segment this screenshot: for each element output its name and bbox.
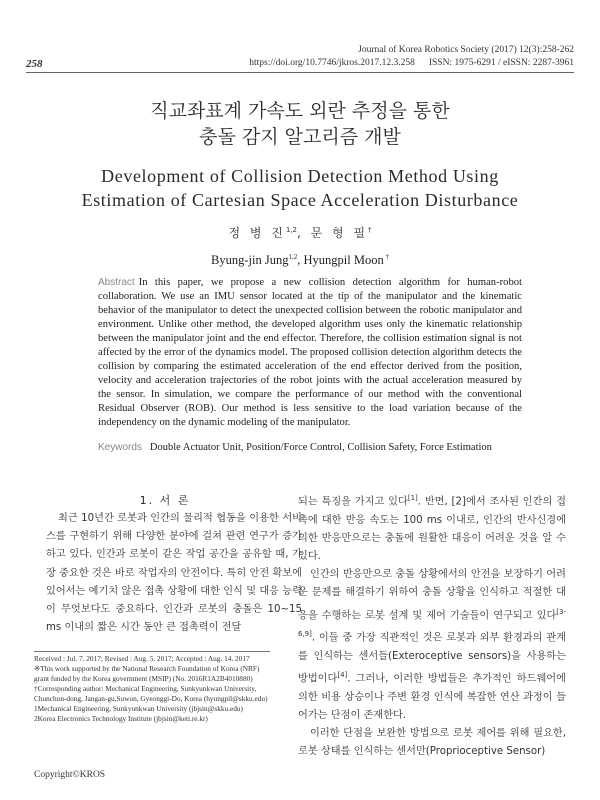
footnote-affil-2: 2Korea Electronics Technology Institute (jbjsin@keti.re.kr) — [34, 714, 208, 723]
korean-author-a-affil: 1,2 — [285, 226, 297, 234]
right-column — [298, 489, 566, 761]
header-rule — [26, 72, 574, 73]
para3-text-a: 인간의 반응만으로 충돌 상황에서의 안전을 보장하기 어려운 문제를 해결하기 위하여 충돌 상황을 인식하고 적절한 대응을 수행하는 로봇 설계 및 제어 기술들이 연구되고 있다 — [298, 569, 566, 621]
korean-title-line2: 충돌 감지 알고리즘 개발 — [199, 126, 401, 148]
copyright: Copyright©KROS — [34, 770, 106, 780]
footnote-corresponding: †Corresponding author: Mechanical Engineering, Sunkyunkwan University, — [34, 684, 257, 693]
left-column — [46, 510, 302, 637]
english-author-sep: , — [297, 253, 304, 268]
footnote-funding-cont: grant funded by the Korea government (MSIP) (No. 2016R1A2B4010880) — [34, 674, 253, 683]
doi-line — [249, 57, 574, 70]
keywords-label: Keywords — [98, 442, 142, 453]
korean-author-b-affil: † — [368, 226, 372, 234]
footnote-corresponding-cont: Chunchun-dong, Jangan-gu,Suwon, Gyeonggi-Do, Korea (hyungpil@skku.edu) — [34, 694, 268, 703]
english-authors — [0, 253, 600, 268]
citation-ref: [1] — [407, 494, 418, 502]
korean-authors — [0, 224, 600, 241]
footnote-funding: ※This work supported by the National Research Foundation of Korea (NRF) — [34, 664, 260, 673]
para3-text-c: . 그러나, 이러한 방법들은 추가적인 하드웨어에 의한 비용 상승이나 주변 환경 인식에 복잡한 연산 과정이 들어가는 단점이 존재한다. — [298, 673, 566, 721]
korean-author-sep: , — [297, 226, 311, 240]
english-title-line1: Development of Collision Detection Method Using — [101, 166, 499, 186]
intro-paragraph-2 — [298, 489, 566, 566]
footnote-affil-1: 1Mechanical Engineering, Sunkyunkwan University (jbjsin@skku.edu) — [34, 704, 243, 713]
footnote-received: Received : Jul. 7. 2017; Revised : Aug. 5. 2017; Accepted : Aug. 14. 2017 — [34, 654, 250, 663]
abstract-text: In this paper, we propose a new collision detection algorithm for human-robot collaboration. We use an IMU sensor located at the tip of the manipulator and the kinematic behavior of the manipulator to detect the unexpected collision between the robotic manipulator and environment. Unlike other method, the developed algorithm uses only the kinematic relationship between the manipulator joint and the end effector. Therefore, the collision estimation signal is not affected by the error of the dynamics model. The proposed collision detection algorithm detects the collision by comparing the estimated acceleration of the end effector derived from the position, velocity and acceleration trajectories of the robot joints with the actual acceleration measured by the sensor. In simulation, we compare the performance of our method with the conventional Residual Observer (ROB). Our method is less sensitive to the load variation because of the independency on the dynamic modeling of the manipulator. — [98, 277, 522, 428]
english-author-a-affil: 1,2 — [288, 253, 298, 261]
journal-info — [249, 44, 574, 70]
citation-ref: [4] — [337, 671, 348, 679]
issn-text: ISSN: 1975-6291 / eISSN: 2287-3961 — [428, 58, 574, 68]
para3-text-b: . 이들 중 가장 직관적인 것은 로봇과 외부 환경과의 관계를 인식하는 센서들(Exteroceptive sensors)을 사용하는 방법이다 — [298, 632, 566, 685]
para2-text-a: 되는 특징을 가지고 있다 — [298, 496, 408, 508]
intro-paragraph-4: 이러한 단점을 보완한 방법으로 로봇 제어를 위해 필요한, 로봇 상태를 인식하는 센서만(Proprioceptive Sensor) — [298, 728, 566, 758]
english-title-line2: Estimation of Cartesian Space Acceleration Disturbance — [81, 190, 519, 210]
footnotes — [34, 654, 274, 724]
abstract — [98, 276, 522, 430]
intro-paragraph-3 — [298, 566, 566, 725]
english-title — [0, 164, 600, 212]
korean-author-b: 문 형 필 — [310, 226, 369, 240]
section-heading: 1. 서 론 — [139, 494, 191, 507]
keywords — [98, 442, 522, 453]
english-author-a: Byung-jin Jung — [211, 253, 289, 268]
english-author-b: Hyungpil Moon — [303, 253, 384, 268]
para2-text-b: . 반면, [2]에서 조사된 인간의 접촉에 대한 반응 속도는 100 ms 이내로, 인간의 반사신경에 의한 반응만으로는 충돌에 원활한 대응이 어려운 것을 알 수 있다. — [298, 496, 566, 562]
abstract-label: Abstract — [98, 277, 135, 288]
citation-ref: [3-6,9] — [298, 607, 566, 639]
intro-paragraph-1: 최근 10년간 로봇과 인간의 물리적 협동을 이용한 서비스를 구현하기 위해 다양한 분야에 걸쳐 관련 연구가 증가하고 있다. 인간과 로봇이 같은 작업 공간을 공유할 때, 가장 중요한 것은 바로 작업자의 안전이다. 특히 안전 확보에 있어서는 예기치 않은 접촉 상황에 대한 인식 및 대응 능력이 무엇보다도 중요하다. 인간과 로봇의 충돌은 10~15 ms 이내의 짧은 시간 동안 큰 접촉력이 전달 — [46, 513, 302, 634]
doi-link[interactable]: https://doi.org/10.7746/jkros.2017.12.3.258 — [249, 58, 415, 68]
footnote-rule — [34, 651, 270, 652]
english-author-b-affil: † — [383, 253, 389, 261]
korean-title-line1: 직교좌표계 가속도 외란 추정을 통한 — [150, 100, 450, 122]
page-number: 258 — [26, 58, 43, 70]
korean-title — [0, 98, 600, 150]
korean-author-a: 정 병 진 — [228, 226, 286, 240]
keywords-text: Double Actuator Unit, Position/Force Control, Collision Safety, Force Estimation — [149, 442, 492, 453]
journal-citation: Journal of Korea Robotics Society (2017) 12(3):258-262 — [358, 45, 574, 55]
